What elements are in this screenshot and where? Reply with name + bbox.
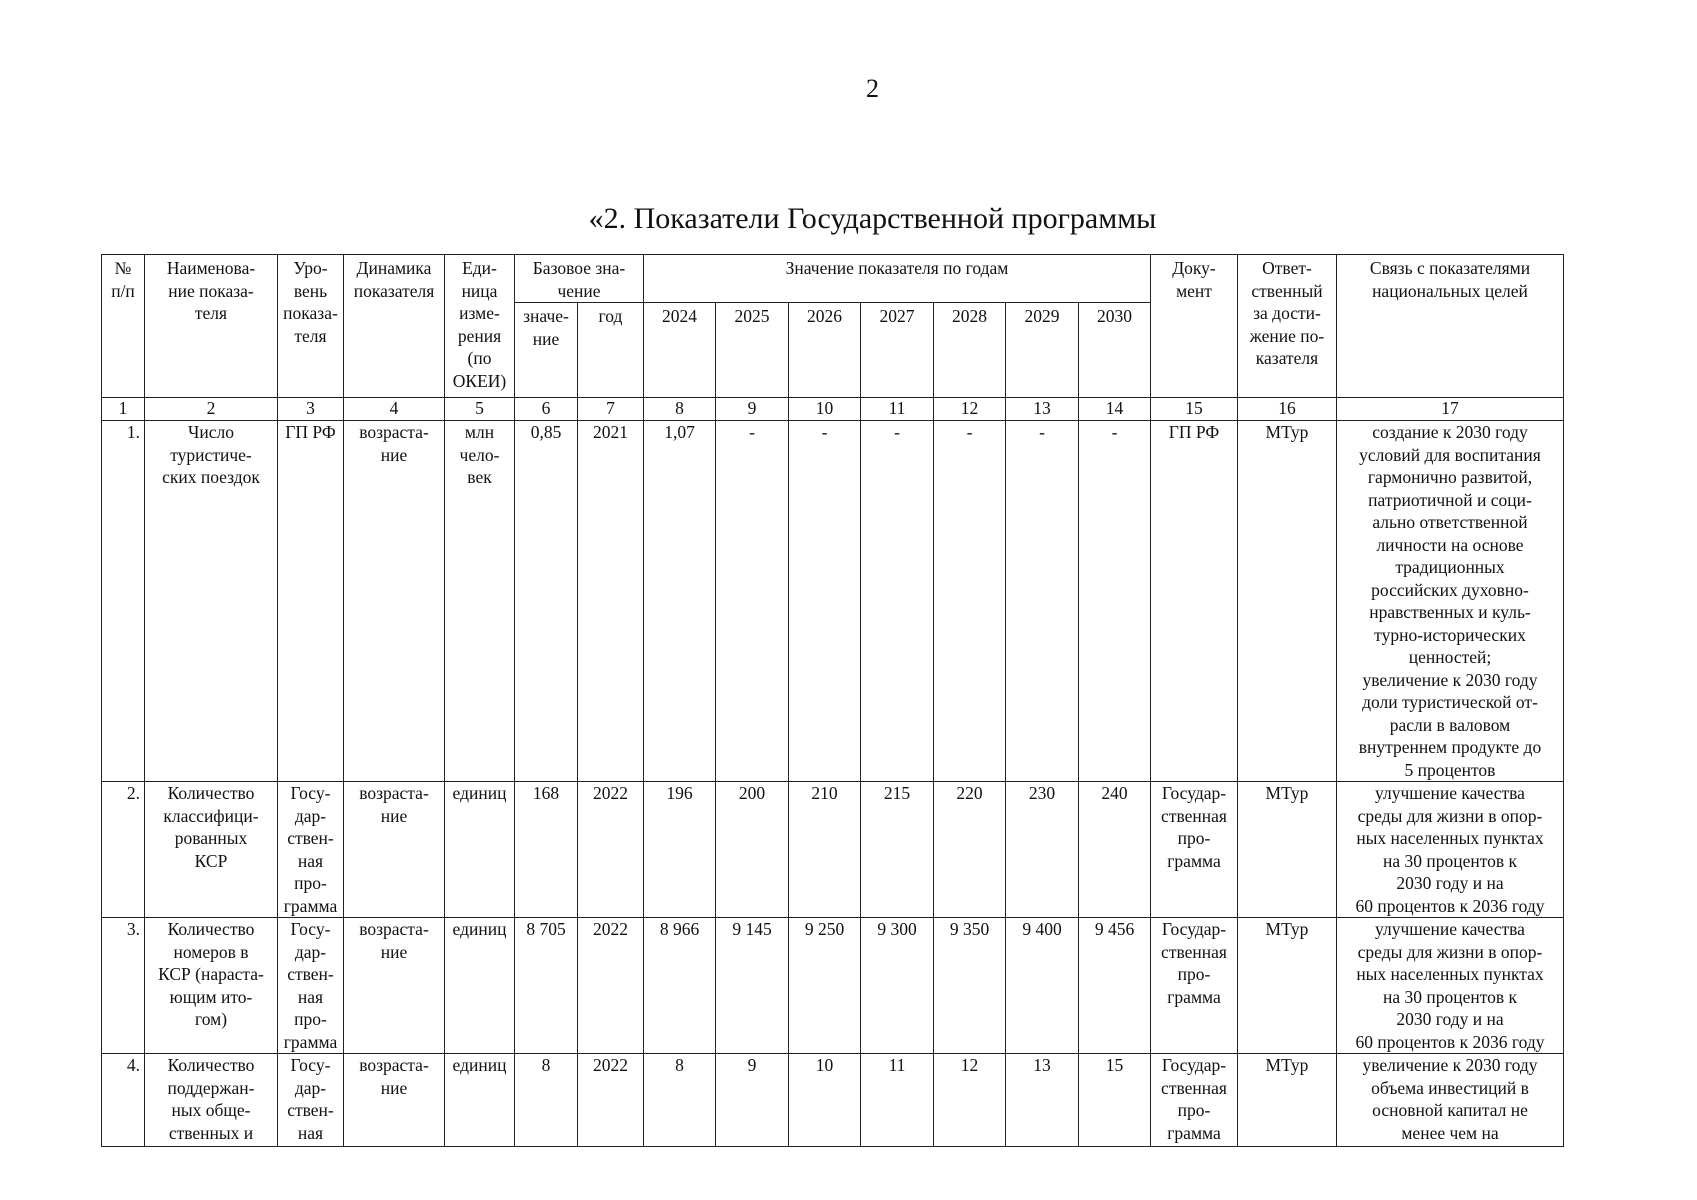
indicator-level: ГП РФ: [278, 421, 344, 782]
responsible: МТур: [1238, 421, 1337, 782]
header-base-value: Базовое зна- чение: [515, 255, 644, 303]
page-number: 2: [866, 74, 879, 103]
column-number: 12: [934, 398, 1006, 421]
header-row: [102, 255, 1564, 303]
year-value: 8: [644, 1054, 716, 1147]
header-year: 2028: [934, 303, 1006, 398]
column-number: 2: [145, 398, 278, 421]
year-value: 210: [789, 782, 861, 918]
year-value: -: [789, 421, 861, 782]
base-year: 2022: [578, 782, 644, 918]
national-goals-link: увеличение к 2030 году объема инвестиций в основной капитал не менее чем на: [1337, 1054, 1564, 1147]
indicator-dynamics: возраста- ние: [344, 421, 445, 782]
header-unit: Еди- ница изме- рения (по ОКЕИ): [445, 255, 515, 398]
column-number: 6: [515, 398, 578, 421]
table-row: [102, 782, 1564, 918]
column-number: 9: [716, 398, 789, 421]
unit-of-measure: единиц: [445, 918, 515, 1054]
column-number: 15: [1151, 398, 1238, 421]
column-number: 5: [445, 398, 515, 421]
table-row: [102, 918, 1564, 1054]
year-value: 12: [934, 1054, 1006, 1147]
unit-of-measure: единиц: [445, 1054, 515, 1147]
document: Государ- ственная про- грамма: [1151, 918, 1238, 1054]
base-year: 2022: [578, 1054, 644, 1147]
column-number-row: [102, 398, 1564, 421]
year-value: -: [861, 421, 934, 782]
header-national-goals-link: Связь с показателями национальных целей: [1337, 255, 1564, 398]
header-indicator-level: Уро- вень показа- теля: [278, 255, 344, 398]
table-row: [102, 1054, 1564, 1147]
year-value: 240: [1079, 782, 1151, 918]
year-value: 9 250: [789, 918, 861, 1054]
header-document: Доку- мент: [1151, 255, 1238, 398]
unit-of-measure: млн чело- век: [445, 421, 515, 782]
year-value: 9 350: [934, 918, 1006, 1054]
year-value: 196: [644, 782, 716, 918]
base-year: 2022: [578, 918, 644, 1054]
header-year: 2027: [861, 303, 934, 398]
year-value: -: [934, 421, 1006, 782]
indicators-table: [101, 254, 1564, 1147]
header-year: 2030: [1079, 303, 1151, 398]
table-row: [102, 421, 1564, 782]
year-value: 9: [716, 1054, 789, 1147]
row-number: 2.: [102, 782, 145, 918]
indicator-name: Количество номеров в КСР (нараста- ющим ито- гом): [145, 918, 278, 1054]
indicator-name: Число туристиче- ских поездок: [145, 421, 278, 782]
document: Государ- ственная про- грамма: [1151, 782, 1238, 918]
header-responsible: Ответ- ственный за дости- жение по- казателя: [1238, 255, 1337, 398]
year-value: 220: [934, 782, 1006, 918]
responsible: МТур: [1238, 918, 1337, 1054]
column-number: 17: [1337, 398, 1564, 421]
year-value: -: [1006, 421, 1079, 782]
column-number: 10: [789, 398, 861, 421]
header-number: № п/п: [102, 255, 145, 398]
header-year: 2026: [789, 303, 861, 398]
national-goals-link: создание к 2030 году условий для воспитания гармонично развитой, патриотичной и соци- ально ответственной личности на основе традиционных российских духовно- нравственных и куль- турно-исторических ценностей; увеличение к 2030 году доли туристической от- расли в валовом внутреннем продукте до 5 процентов: [1337, 421, 1564, 782]
national-goals-link: улучшение качества среды для жизни в опор- ных населенных пунктах на 30 процентов к 2030 году и на 60 процентов к 2036 году: [1337, 918, 1564, 1054]
year-value: 11: [861, 1054, 934, 1147]
year-value: 9 145: [716, 918, 789, 1054]
indicator-name: Количество поддержан- ных обще- ственных и: [145, 1054, 278, 1147]
year-value: 10: [789, 1054, 861, 1147]
header-year: 2025: [716, 303, 789, 398]
column-number: 11: [861, 398, 934, 421]
column-number: 4: [344, 398, 445, 421]
year-value: 8 966: [644, 918, 716, 1054]
column-number: 1: [102, 398, 145, 421]
indicator-dynamics: возраста- ние: [344, 1054, 445, 1147]
year-value: 9 300: [861, 918, 934, 1054]
year-value: 9 400: [1006, 918, 1079, 1054]
column-number: 13: [1006, 398, 1079, 421]
column-number: 8: [644, 398, 716, 421]
year-value: -: [716, 421, 789, 782]
row-number: 4.: [102, 1054, 145, 1147]
table-header: [102, 255, 1564, 398]
base-year: 2021: [578, 421, 644, 782]
indicator-dynamics: возраста- ние: [344, 782, 445, 918]
year-value: 230: [1006, 782, 1079, 918]
indicator-level: Госу- дар- ствен- ная: [278, 1054, 344, 1147]
document: Государ- ственная про- грамма: [1151, 1054, 1238, 1147]
column-number: 16: [1238, 398, 1337, 421]
national-goals-link: улучшение качества среды для жизни в опор- ных населенных пунктах на 30 процентов к 2030 году и на 60 процентов к 2036 году: [1337, 782, 1564, 918]
row-number: 1.: [102, 421, 145, 782]
year-value: 215: [861, 782, 934, 918]
indicator-level: Госу- дар- ствен- ная про- грамма: [278, 918, 344, 1054]
year-value: 15: [1079, 1054, 1151, 1147]
row-number: 3.: [102, 918, 145, 1054]
indicator-name: Количество классифици- рованных КСР: [145, 782, 278, 918]
base-value: 0,85: [515, 421, 578, 782]
header-year: 2024: [644, 303, 716, 398]
year-value: 13: [1006, 1054, 1079, 1147]
year-value: 1,07: [644, 421, 716, 782]
year-value: 9 456: [1079, 918, 1151, 1054]
base-value: 8: [515, 1054, 578, 1147]
base-value: 168: [515, 782, 578, 918]
header-dynamics: Динамика показателя: [344, 255, 445, 398]
indicator-level: Госу- дар- ствен- ная про- грамма: [278, 782, 344, 918]
year-value: 200: [716, 782, 789, 918]
indicator-dynamics: возраста- ние: [344, 918, 445, 1054]
table-body: [102, 398, 1564, 1147]
header-year: 2029: [1006, 303, 1079, 398]
header-base-value-value: значе- ние: [515, 303, 578, 398]
responsible: МТур: [1238, 782, 1337, 918]
header-base-value-year: год: [578, 303, 644, 398]
document: ГП РФ: [1151, 421, 1238, 782]
unit-of-measure: единиц: [445, 782, 515, 918]
column-number: 14: [1079, 398, 1151, 421]
header-values-by-year: Значение показателя по годам: [644, 255, 1151, 303]
base-value: 8 705: [515, 918, 578, 1054]
header-indicator-name: Наименова- ние показа- теля: [145, 255, 278, 398]
document-title: «2. Показатели Государственной программы: [588, 202, 1157, 235]
responsible: МТур: [1238, 1054, 1337, 1147]
column-number: 7: [578, 398, 644, 421]
column-number: 3: [278, 398, 344, 421]
year-value: -: [1079, 421, 1151, 782]
